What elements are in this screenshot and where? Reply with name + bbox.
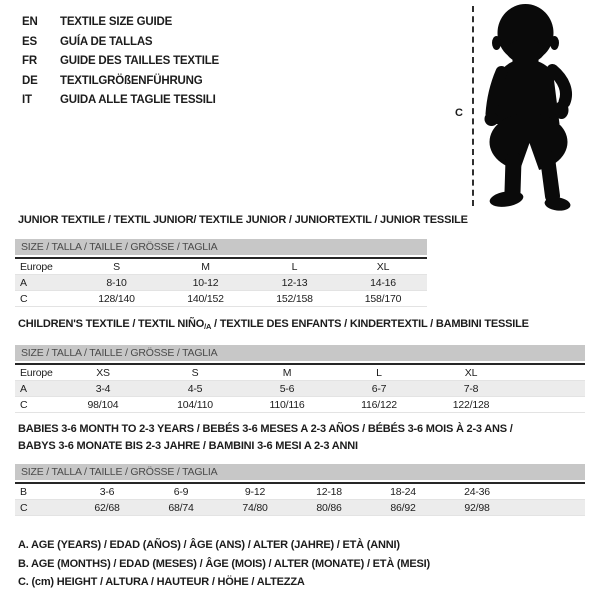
section-heading bbox=[18, 421, 585, 455]
value-cell: 158/170 bbox=[364, 292, 402, 305]
list-item bbox=[22, 91, 219, 111]
row-label: C bbox=[20, 292, 28, 305]
heading-text: / TEXTILE DES ENFANTS / KINDERTEXTIL / BAMBINI TESSILE bbox=[211, 318, 529, 330]
value-cell: 6-7 bbox=[371, 382, 387, 395]
language-title: TEXTILGRÖßENFÜHRUNG bbox=[60, 74, 203, 87]
value-cell: 74/80 bbox=[242, 501, 268, 514]
spacer-cell bbox=[517, 397, 585, 413]
language-title: TEXTILE SIZE GUIDE bbox=[60, 16, 173, 28]
value-cell: 116/122 bbox=[361, 398, 397, 411]
value-cell: 3-4 bbox=[95, 382, 111, 395]
table-row bbox=[15, 500, 585, 516]
spacer-cell bbox=[514, 500, 585, 516]
section-children-textile bbox=[15, 318, 585, 413]
size-cell: L bbox=[376, 366, 382, 379]
row-label: Europe bbox=[20, 366, 53, 379]
row-label: A bbox=[20, 382, 27, 395]
value-cell: 68/74 bbox=[168, 501, 194, 514]
language-code: FR bbox=[22, 55, 37, 67]
value-cell: 8-10 bbox=[106, 276, 127, 289]
language-code: ES bbox=[22, 35, 37, 48]
size-cell: S bbox=[113, 260, 120, 273]
size-header-bar: SIZE / TALLA / TAILLE / GRÖSSE / TAGLIA bbox=[15, 345, 585, 361]
value-cell: 62/68 bbox=[94, 501, 120, 514]
size-cell: L bbox=[291, 260, 298, 273]
language-code: IT bbox=[22, 94, 32, 106]
table-row bbox=[15, 275, 427, 291]
value-cell: 110/116 bbox=[269, 398, 305, 411]
language-title: GUÍA DE TALLAS bbox=[60, 35, 153, 48]
table-row bbox=[15, 364, 585, 381]
size-cell: M bbox=[201, 260, 210, 273]
value-cell: 6-9 bbox=[173, 485, 189, 498]
spacer-cell bbox=[517, 364, 585, 381]
language-title: GUIDE DES TAILLES TEXTILE bbox=[60, 55, 219, 67]
footnote-c: C. (cm) HEIGHT / ALTURA / HAUTEUR / HÖHE / ALTEZZA bbox=[18, 576, 305, 588]
table-row bbox=[15, 483, 585, 500]
list-item bbox=[22, 13, 219, 33]
value-cell: 140/152 bbox=[187, 292, 224, 305]
heading-text: CHILDREN'S TEXTILE / TEXTIL NIÑO bbox=[18, 318, 205, 330]
language-code: DE bbox=[22, 74, 38, 87]
children-size-table bbox=[15, 363, 585, 413]
value-cell: 14-16 bbox=[370, 276, 396, 289]
size-cell: S bbox=[191, 366, 199, 379]
row-label: B bbox=[20, 485, 27, 498]
size-cell: XL bbox=[464, 366, 478, 379]
value-cell: 18-24 bbox=[390, 485, 416, 498]
footnote-b: B. AGE (MONTHS) / EDAD (MESES) / ÂGE (MOIS) / ALTER (MONATE) / ETÀ (MESI) bbox=[18, 557, 430, 570]
table-row bbox=[15, 291, 427, 307]
baby-silhouette bbox=[479, 2, 600, 214]
heading-line-1: BABIES 3-6 MONTH TO 2-3 YEARS / BEBÉS 3-6 MESES A 2-3 AÑOS / BÉBÉS 3-6 MOIS À 2-3 ANS / bbox=[18, 423, 513, 435]
value-cell: 122/128 bbox=[452, 398, 490, 411]
value-cell: 104/110 bbox=[177, 398, 213, 411]
value-cell: 7-8 bbox=[463, 382, 479, 395]
table-row bbox=[15, 397, 585, 413]
row-label: A bbox=[20, 276, 27, 289]
value-cell: 86/92 bbox=[390, 501, 416, 514]
table-row bbox=[15, 258, 427, 275]
value-cell: 80/86 bbox=[316, 501, 342, 514]
section-junior-textile bbox=[15, 214, 585, 307]
row-label: C bbox=[20, 398, 28, 411]
section-heading: JUNIOR TEXTILE / TEXTIL JUNIOR/ TEXTILE JUNIOR / JUNIORTEXTIL / JUNIOR TESSILE bbox=[18, 214, 468, 226]
size-header-bar: SIZE / TALLA / TAILLE / GRÖSSE / TAGLIA bbox=[15, 239, 427, 255]
size-cell: XL bbox=[376, 260, 390, 273]
value-cell: 3-6 bbox=[99, 485, 115, 498]
height-measure-label: C bbox=[455, 107, 463, 119]
value-cell: 5-6 bbox=[279, 382, 295, 395]
value-cell: 12-13 bbox=[281, 276, 308, 289]
value-cell: 24-36 bbox=[464, 485, 490, 498]
heading-subscript: /A bbox=[204, 322, 212, 331]
list-item bbox=[22, 33, 219, 53]
section-heading bbox=[18, 318, 585, 333]
size-cell: XS bbox=[96, 366, 110, 379]
value-cell: 98/104 bbox=[87, 398, 119, 411]
heading-line-2: BABYS 3-6 MONATE BIS 2-3 JAHRE / BAMBINI 3-6 MESI A 2-3 ANNI bbox=[18, 440, 358, 452]
language-code: EN bbox=[22, 16, 38, 28]
list-item bbox=[22, 72, 219, 92]
footnote-a: A. AGE (YEARS) / EDAD (AÑOS) / ÂGE (ANS) / ALTER (JAHRE) / ETÀ (ANNI) bbox=[18, 539, 400, 551]
footnote-legend bbox=[18, 536, 430, 592]
table-row bbox=[15, 381, 585, 397]
junior-size-table bbox=[15, 257, 427, 307]
value-cell: 128/140 bbox=[98, 292, 135, 305]
value-cell: 152/158 bbox=[276, 292, 313, 305]
height-measure-line bbox=[472, 6, 474, 206]
language-title: GUIDA ALLE TAGLIE TESSILI bbox=[60, 94, 216, 106]
value-cell: 9-12 bbox=[244, 485, 266, 498]
section-babies-textile bbox=[15, 421, 585, 516]
value-cell: 12-18 bbox=[316, 485, 342, 498]
list-item bbox=[22, 52, 219, 72]
value-cell: 10-12 bbox=[192, 276, 219, 289]
value-cell: 92/98 bbox=[464, 501, 490, 514]
spacer-cell bbox=[517, 381, 585, 397]
size-cell: M bbox=[282, 366, 292, 379]
value-cell: 4-5 bbox=[187, 382, 203, 395]
size-header-bar: SIZE / TALLA / TAILLE / GRÖSSE / TAGLIA bbox=[15, 464, 585, 480]
spacer-cell bbox=[514, 483, 585, 500]
babies-size-table bbox=[15, 482, 585, 516]
row-label: C bbox=[20, 501, 28, 514]
row-label: Europe bbox=[20, 260, 53, 273]
language-title-list bbox=[22, 13, 219, 111]
